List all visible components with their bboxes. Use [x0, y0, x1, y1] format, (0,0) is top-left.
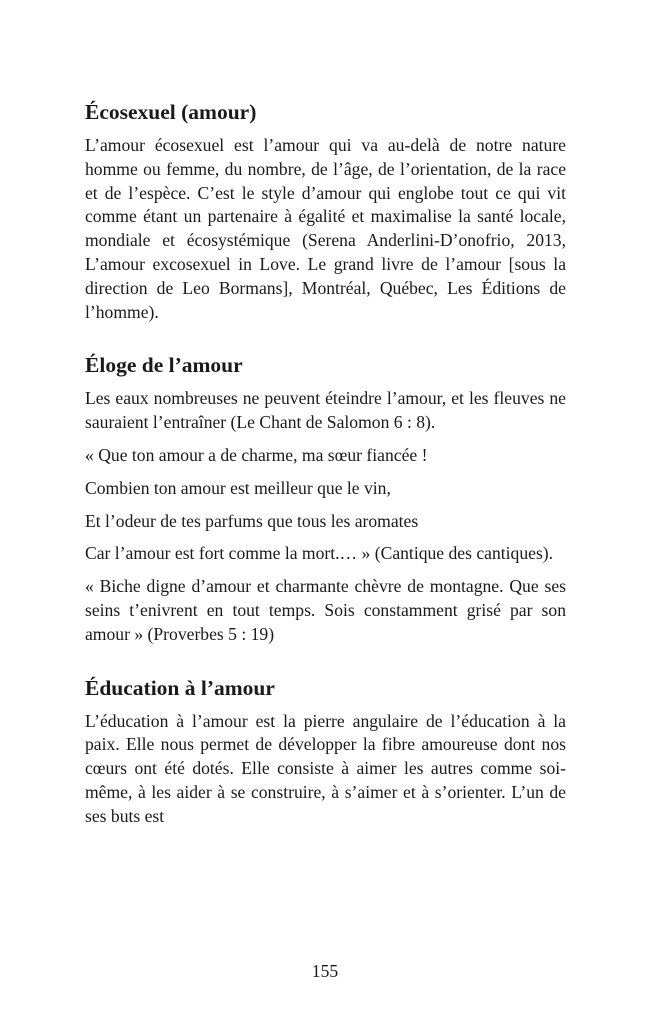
paragraph: L’éducation à l’amour est la pierre angulaire de l’éducation à la paix. Elle nous permet de développer la fibre amoureuse dont nos cœurs ont été dotés. Elle consiste à aimer les autres comme soi-même, à les aider à se construire, à s’aimer et à s’orienter. L’un de ses buts est	[85, 710, 566, 826]
paragraph: Les eaux nombreuses ne peuvent éteindre l’amour, et les fleuves ne sauraient l’entraîner (Le Chant de Salomon 6 : 8).	[85, 388, 566, 433]
paragraph: L’amour écosexuel est l’amour qui va au-delà de notre nature homme ou femme, du nombre, de l’âge, de l’orientation, de la race et de l’espèce. C’est le style d’amour qui englobe tout ce qui vit comme étant un partenaire à égalité et maximalise la santé locale, mondiale et écosystémique (Serena Anderlini-D’onofrio, 2013, L’amour excosexuel in Love. Le grand livre de l’amour [sous la direction de Leo Bormans], Montréal, Québec, Les Éditions de l’homme).	[85, 135, 566, 322]
page-number: 155	[311, 961, 339, 981]
section-ecosexuel	[85, 98, 566, 324]
page-body	[85, 98, 566, 829]
section-heading: Écosexuel (amour)	[85, 100, 257, 124]
section-education	[85, 674, 566, 829]
section-eloge	[85, 351, 566, 646]
section-heading: Éloge de l’amour	[85, 353, 243, 378]
quote-line: « Que ton amour a de charme, ma sœur fiancée !	[85, 444, 428, 465]
quote-line: Et l’odeur de tes parfums que tous les aromates	[85, 510, 419, 531]
quote-line: Car l’amour est fort comme la mort.… » (Cantique des cantiques).	[85, 543, 554, 564]
quote-line: Combien ton amour est meilleur que le vin,	[85, 477, 391, 498]
paragraph: « Biche digne d’amour et charmante chèvre de montagne. Que ses seins t’enivrent en tout temps. Sois constamment grisé par son amour » (Proverbes 5 : 19)	[85, 576, 566, 644]
section-heading: Éducation à l’amour	[85, 675, 275, 700]
